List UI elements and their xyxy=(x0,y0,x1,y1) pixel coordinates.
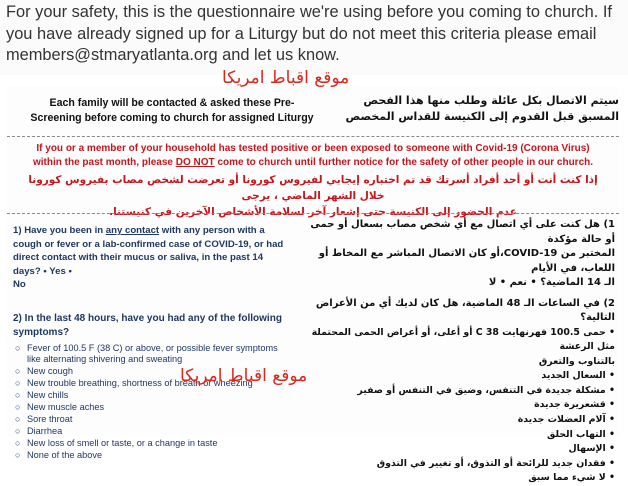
question-2-arabic: 2) في الساعات الـ 48 الماضية، هل كان لديك أي من الأعراض التالية؟ xyxy=(299,297,615,326)
divider xyxy=(7,136,619,137)
question-1-arabic xyxy=(299,218,615,291)
list-item: • فقدان جديد للرائحة أو التذوق، أو تغيير في التذوق xyxy=(299,457,615,472)
intro-text: For your safety, this is the questionnaire we're using before you coming to church. If you have already signed up for a Liturgy but do not meet this criteria please email members@stmaryatlanta.org and let us know. xyxy=(0,0,628,67)
list-item: • حمى 100.5 فهرنهايت C 38 أو أعلى، أو أعراض الحمى المحتملة مثل الرعشة xyxy=(299,326,615,355)
questions-english xyxy=(13,224,288,462)
bullet-icon: ○ xyxy=(15,366,20,378)
warning-arabic-line2: عدم الحضور إلى الكنيسة حتى إشعار آخر لسلامة الأشخاص الآخرين في كنيستنا. xyxy=(15,204,611,220)
list-item xyxy=(13,438,288,450)
question-1-part1: 1) Have you been in xyxy=(13,225,103,236)
question-1-arabic-line2: المختبر من COVID-19،أو كان الاتصال المباشر مع المخاط أو اللعاب، في الأيام xyxy=(299,247,615,276)
divider xyxy=(7,213,619,214)
list-item xyxy=(13,402,288,414)
list-item xyxy=(13,450,288,462)
list-item: بالتناوب والتعرق xyxy=(299,355,615,370)
questionnaire-document xyxy=(7,86,619,436)
question-2-english: 2) In the last 48 hours, have you had any of the following symptoms? xyxy=(13,312,288,340)
list-item: • مشكلة جديدة في التنفس، وضيق في التنفس أو صفير xyxy=(299,384,615,399)
list-item: • آلام العضلات جديدة xyxy=(299,413,615,428)
header-arabic xyxy=(333,93,619,125)
symptom-label: New muscle aches xyxy=(27,402,104,412)
symptom-label: Sore throat xyxy=(27,414,72,424)
bullet-icon: ○ xyxy=(15,438,20,450)
warning-english xyxy=(15,142,611,170)
symptom-label: Diarrhea xyxy=(27,426,62,436)
list-item: • لا شيء مما سبق xyxy=(299,471,615,486)
symptom-list-arabic xyxy=(299,326,615,486)
watermark: موقع اقباط امريكا xyxy=(180,366,307,386)
list-item: • التهاب الحلق xyxy=(299,428,615,443)
symptom-list-english xyxy=(13,343,288,462)
question-1-yes-option: • Yes • xyxy=(43,266,71,277)
warning-english-part2: within the past month, please xyxy=(33,157,173,168)
symptom-label: New chills xyxy=(27,390,68,400)
bullet-icon: ○ xyxy=(15,390,20,402)
warning-english-emphasis: DO NOT xyxy=(176,157,215,168)
list-item: • السعال الجديد xyxy=(299,369,615,384)
question-1-arabic-line1: 1) هل كنت على أي اتصال مع أي شخص مصاب بسعال أو حمى أو حالة مؤكدة xyxy=(299,218,615,247)
warning-english-part3: come to church until further notice for the safety of other people in our church. xyxy=(217,157,593,168)
symptom-label: New cough xyxy=(27,366,73,376)
watermark: موقع اقباط امريكا xyxy=(222,68,349,88)
warning-arabic-line1: إذا كنت أنت أو أحد أفراد أسرتك قد تم اختباره إيجابي لفيروس كورونا أو تعرضت لشخص مصاب بفيروس كورونا خلال الشهر الماضي ، يرجى xyxy=(15,172,611,204)
questions-arabic xyxy=(299,218,615,486)
list-item: • قشعريرة جديدة xyxy=(299,398,615,413)
header-arabic-line2: المسبق قبل القدوم إلى الكنيسة للقداس المخصص xyxy=(333,109,619,125)
question-1-english xyxy=(13,224,288,292)
symptom-label: None of the above xyxy=(27,450,102,460)
list-item xyxy=(13,390,288,402)
header-english-line2: Screening before coming to church for assigned Liturgy xyxy=(7,111,337,126)
question-1-arabic-line3: الـ 14 الماضية؟ • نعم • لا xyxy=(299,276,615,291)
list-item xyxy=(13,343,288,367)
warning-english-part1: If you or a member of your household has tested positive or been exposed to someone with Covid-19 (Corona Virus) xyxy=(36,143,589,154)
bullet-icon: ○ xyxy=(15,402,20,414)
symptom-label: New trouble breathing, shortness of breath or wheezing xyxy=(27,378,253,388)
bullet-icon: ○ xyxy=(15,343,20,355)
header-arabic-line1: سيتم الاتصال بكل عائلة وطلب منها هذا الفحص xyxy=(333,93,619,109)
bullet-icon: ○ xyxy=(15,378,20,390)
list-item xyxy=(13,414,288,426)
list-item: • الإسهال xyxy=(299,442,615,457)
header-english-line1: Each family will be contacted & asked these Pre- xyxy=(7,96,337,111)
symptom-label: Fever of 100.5 F (38 C) or above, or possible fever symptoms like alternating shivering and sweating xyxy=(27,343,278,365)
question-1-part2: with any person with a cough or fever or a lab-confirmed case of COVID-19, or had direct contact with their mucus or saliva, in the past 14 days? xyxy=(13,225,283,277)
bullet-icon: ○ xyxy=(15,450,20,462)
symptom-label: New loss of smell or taste, or a change in taste xyxy=(27,438,217,448)
bullet-icon: ○ xyxy=(15,414,20,426)
intro-banner xyxy=(0,0,628,75)
question-1-emphasis: any contact xyxy=(106,225,159,236)
header-english xyxy=(7,96,337,126)
question-1-no-option: No xyxy=(13,279,26,290)
bullet-icon: ○ xyxy=(15,426,20,438)
